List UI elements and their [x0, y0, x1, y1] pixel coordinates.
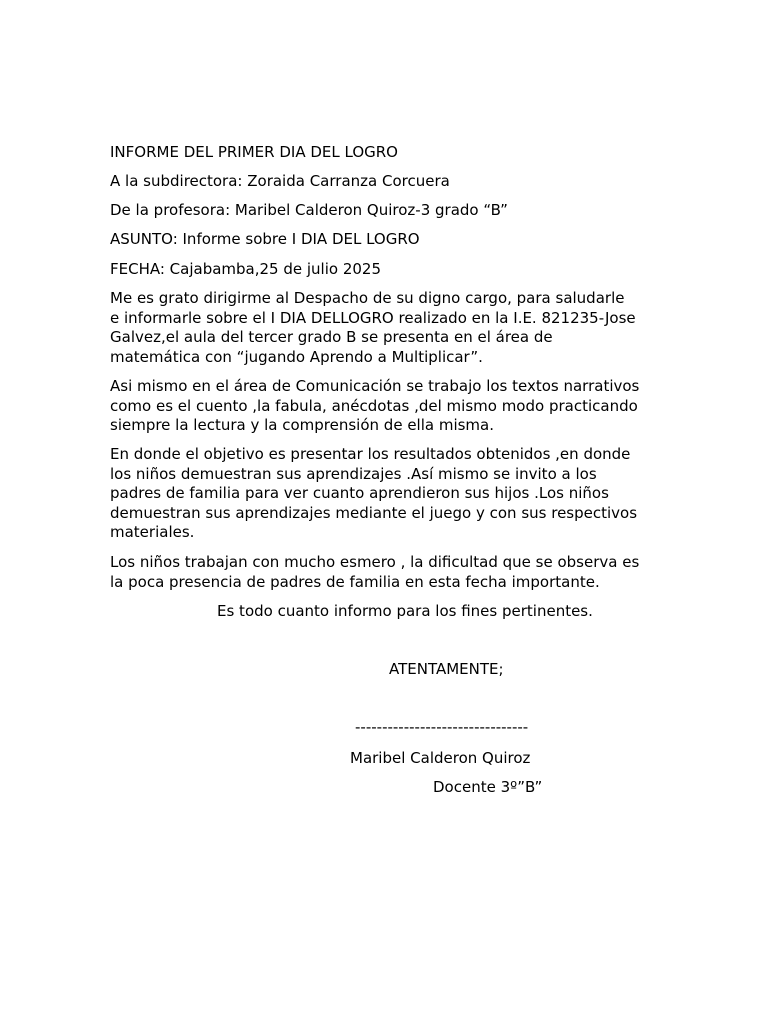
signature-line: --------------------------------: [355, 718, 529, 736]
body-paragraph-4: Los niños trabajan con mucho esmero , la dificultad que se observa es la poca presencia de padres de familia en esta fecha importante.: [110, 553, 640, 591]
subject-line: ASUNTO: Informe sobre I DIA DEL LOGRO: [110, 230, 420, 248]
sender-line: De la profesora: Maribel Calderon Quiroz-3 grado “B”: [110, 201, 508, 219]
signer-name: Maribel Calderon Quiroz: [350, 749, 531, 767]
salutation: ATENTAMENTE;: [389, 660, 504, 678]
document-title: INFORME DEL PRIMER DIA DEL LOGRO: [110, 143, 398, 161]
body-paragraph-2: Asi mismo en el área de Comunicación se trabajo los textos narrativos como es el cuento ,la fabula, anécdotas ,del mismo modo practicando siempre la lectura y la comprensión de ella misma.: [110, 377, 640, 434]
closing-sentence: Es todo cuanto informo para los fines pertinentes.: [217, 602, 593, 620]
body-paragraph-3: En donde el objetivo es presentar los resultados obtenidos ,en donde los niños demuestran sus aprendizajes .Así mismo se invito a los padres de familia para ver cuanto aprendieron sus hijos .Los niños demuestran sus aprendizajes mediante el juego y con sus respectivos materiales.: [110, 445, 638, 541]
signer-title: Docente 3º”B”: [433, 778, 543, 796]
body-paragraph-1: Me es grato dirigirme al Despacho de su digno cargo, para saludarle e informarle sobre el I DIA DELLOGRO realizado en la I.E. 821235-Jose Galvez,el aula del tercer grado B se presenta en el área de matemática con “jugando Aprendo a Multiplicar”.: [110, 289, 636, 366]
date-line: FECHA: Cajabamba,25 de julio 2025: [110, 260, 382, 278]
recipient-line: A la subdirectora: Zoraida Carranza Corcuera: [110, 172, 450, 190]
